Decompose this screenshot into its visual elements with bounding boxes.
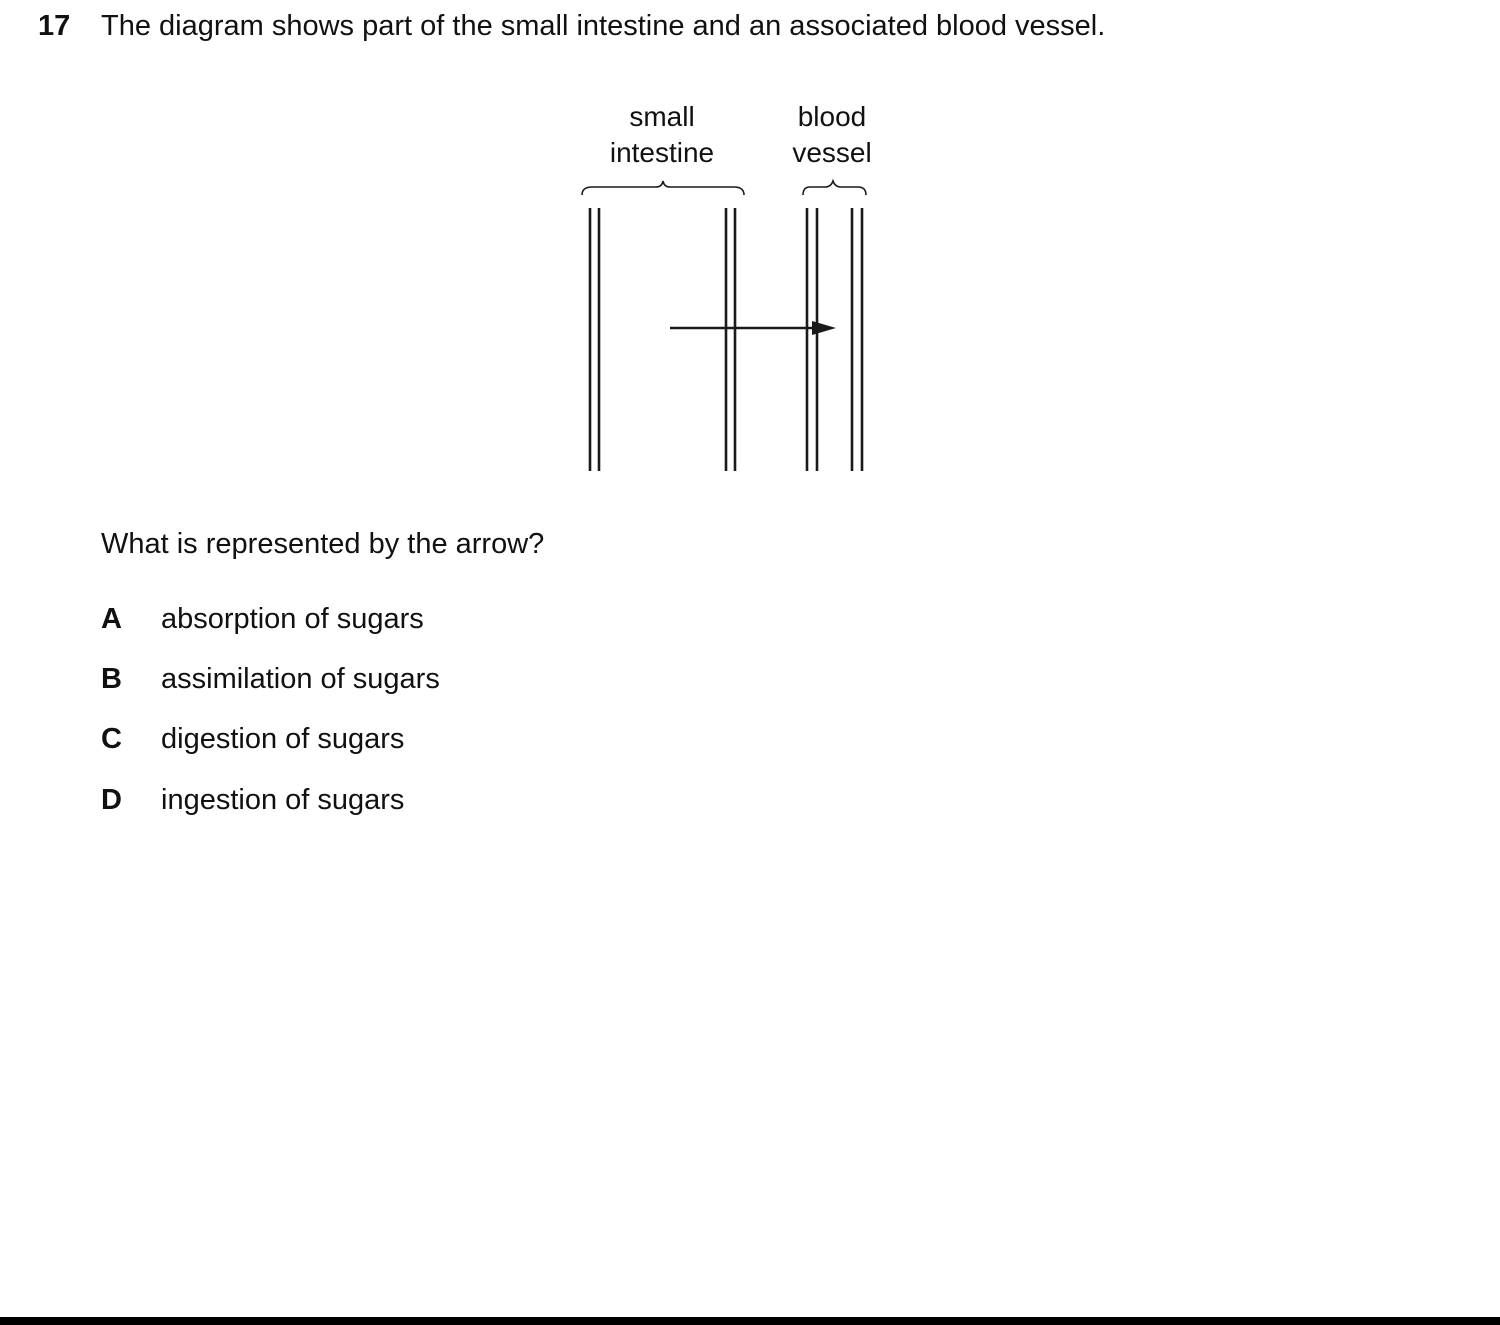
diagram-drawing	[560, 95, 900, 485]
intestine-wall-left	[590, 208, 599, 471]
option-text: assimilation of sugars	[161, 663, 440, 695]
question-number: 17	[38, 10, 71, 42]
arrow-icon	[670, 321, 836, 335]
option-letter: D	[101, 784, 122, 816]
intestine-vessel-diagram	[560, 95, 900, 485]
label-blood-vessel: blood vessel	[792, 101, 872, 168]
question-prompt: What is represented by the arrow?	[101, 528, 545, 560]
brace-blood-vessel	[803, 181, 866, 195]
option-text: absorption of sugars	[161, 603, 424, 635]
brace-small-intestine	[582, 181, 744, 195]
vessel-wall-right	[852, 208, 862, 471]
option-text: ingestion of sugars	[161, 784, 405, 816]
question-stem: The diagram shows part of the small intestine and an associated blood vessel.	[101, 10, 1106, 42]
intestine-wall-right	[726, 208, 735, 471]
vessel-wall-left	[807, 208, 817, 471]
option-text: digestion of sugars	[161, 723, 405, 755]
option-letter: B	[101, 663, 122, 695]
label-small-intestine: small intestine	[609, 101, 715, 168]
option-letter: C	[101, 723, 122, 755]
page-footer-bar	[0, 1317, 1500, 1325]
option-letter: A	[101, 603, 122, 635]
